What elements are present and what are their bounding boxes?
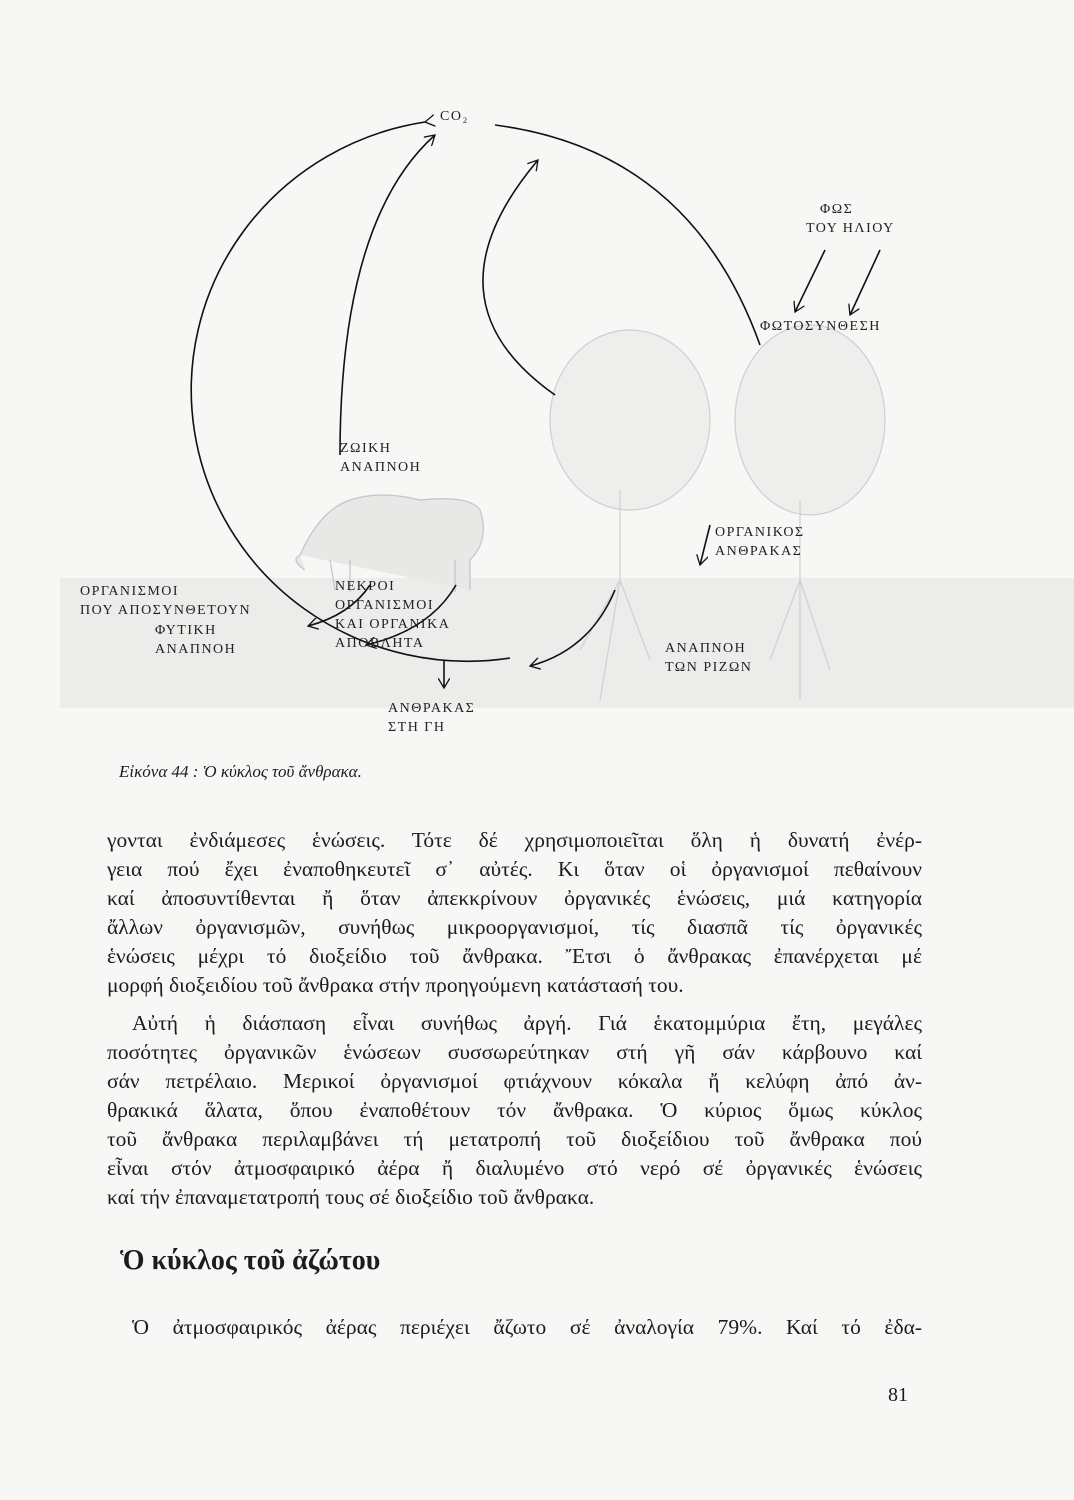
sunlight-label-2: ΤΟΥ ΗΛΙΟΥ bbox=[806, 221, 895, 236]
animal-respiration-label-2: ΑΝΑΠΝΟΗ bbox=[340, 460, 422, 475]
plant-respiration-label-2: ΑΝΑΠΝΟΗ bbox=[155, 642, 237, 657]
text-line: εἶναι στόν ἀτμοσφαιρικό ἀέρα ἤ διαλυμένο στό νερό σέ ὀργανικές ἑνώσεις bbox=[107, 1156, 922, 1180]
root-respiration-label-2: ΤΩΝ ΡΙΖΩΝ bbox=[665, 660, 753, 675]
animal-respiration-arrow bbox=[340, 135, 435, 455]
co2-label: CO₂ bbox=[440, 109, 469, 124]
page-number: 81 bbox=[888, 1384, 908, 1406]
decomposers-label-1: ΟΡΓΑΝΙΣΜΟΙ bbox=[80, 584, 180, 599]
animal-respiration-label-1: ΖΩΙΚΗ bbox=[340, 441, 392, 456]
text-line: καί τήν ἐπαναμετατροπή τους σέ διοξείδιο τοῦ ἄνθρακα. bbox=[107, 1185, 595, 1209]
text-line: καί ἀποσυντίθενται ἤ ὅταν ἀπεκκρίνουν ὀργανικές ἑνώσεις, μιά κατηγορία bbox=[107, 886, 922, 910]
organic-carbon-label-1: ΟΡΓΑΝΙΚΟΣ bbox=[715, 525, 805, 540]
text-line: μορφή διοξειδίου τοῦ ἄνθρακα στήν προηγούμενη κατάστασή του. bbox=[107, 973, 684, 997]
text-line: ποσότητες ὀργανικῶν ἑνώσεων συσσωρεύτηκαν στή γῆ σάν κάρβουνο καί bbox=[107, 1040, 922, 1064]
sunlight-arrow-2 bbox=[850, 250, 880, 315]
text-line: σάν πετρέλαιο. Μερικοί ὀργανισμοί φτιάχνουν κόκαλα ἤ κελύφη ἀπό ἀν- bbox=[107, 1069, 922, 1093]
sunlight-arrow-1 bbox=[795, 250, 825, 312]
sunlight-label-1: ΦΩΣ bbox=[820, 202, 854, 217]
decomposers-label-2: ΠΟΥ ΑΠΟΣΥΝΘΕΤΟΥΝ bbox=[80, 603, 252, 618]
photosynthesis-label: ΦΩΤΟΣΥΝΘΕΣΗ bbox=[760, 319, 881, 334]
plant-respiration-label-1: ΦΥΤΙΚΗ bbox=[155, 623, 217, 638]
text-line: θρακικά ἅλατα, ὅπου ἐναποθέτουν τόν ἄνθρακα. Ὁ κύριος ὅμως κύκλος bbox=[107, 1098, 922, 1122]
dead-organisms-label-1: ΝΕΚΡΟΙ bbox=[335, 579, 396, 594]
dead-organisms-label-2: ΟΡΓΑΝΙΣΜΟΙ bbox=[335, 598, 435, 613]
dead-organisms-label-4: ΑΠΟΒΛΗΤΑ bbox=[335, 636, 425, 651]
text-line: ἄλλων ὀργανισμῶν, συνήθως μικροοργανισμοί, τίς διασπᾶ τίς ὀργανικές bbox=[107, 915, 922, 939]
plant-respiration-arrow bbox=[483, 160, 555, 395]
soil-carbon-label-2: ΣΤΗ ΓΗ bbox=[388, 720, 446, 735]
root-respiration-label-1: ΑΝΑΠΝΟΗ bbox=[665, 641, 747, 656]
section-heading: Ὁ κύκλος τοῦ ἀζώτου bbox=[120, 1245, 381, 1276]
organic-carbon-arrow bbox=[700, 525, 710, 565]
dead-organisms-label-3: ΚΑΙ ΟΡΓΑΝΙΚΑ bbox=[335, 617, 451, 632]
text-line: γονται ἐνδιάμεσες ἑνώσεις. Τότε δέ χρησιμοποιεῖται ὅλη ἡ δυνατή ἐνέρ- bbox=[107, 828, 922, 852]
text-line: γεια πού ἔχει ἐναποθηκευτεῖ σ᾽ αὐτές. Κι ὅταν οἱ ὀργανισμοί πεθαίνουν bbox=[107, 857, 922, 881]
text-line: τοῦ ἄνθρακα περιλαμβάνει τή μετατροπή τοῦ διοξείδιου τοῦ ἄνθρακα πού bbox=[107, 1127, 922, 1151]
text-line: Αὐτή ἡ διάσπαση εἶναι συνήθως ἀργή. Γιά ἑκατομμύρια ἔτη, μεγάλες bbox=[132, 1011, 922, 1035]
figure-caption: Εἰκόνα 44 : Ὁ κύκλος τοῦ ἄνθρακα. bbox=[119, 762, 362, 781]
text-line: ἑνώσεις μέχρι τό διοξείδιο τοῦ ἄνθρακα. Ἔτσι ὁ ἄνθρακας ἐπανέρχεται μέ bbox=[107, 944, 922, 968]
text-line: Ὁ ἀτμοσφαιρικός ἀέρας περιέχει ἄζωτο σέ ἀναλογία 79%. Καί τό ἐδα- bbox=[132, 1315, 922, 1339]
atmosphere-arc bbox=[495, 125, 760, 345]
organic-carbon-label-2: ΑΝΘΡΑΚΑΣ bbox=[715, 544, 803, 559]
soil-carbon-label-1: ΑΝΘΡΑΚΑΣ bbox=[388, 701, 476, 716]
